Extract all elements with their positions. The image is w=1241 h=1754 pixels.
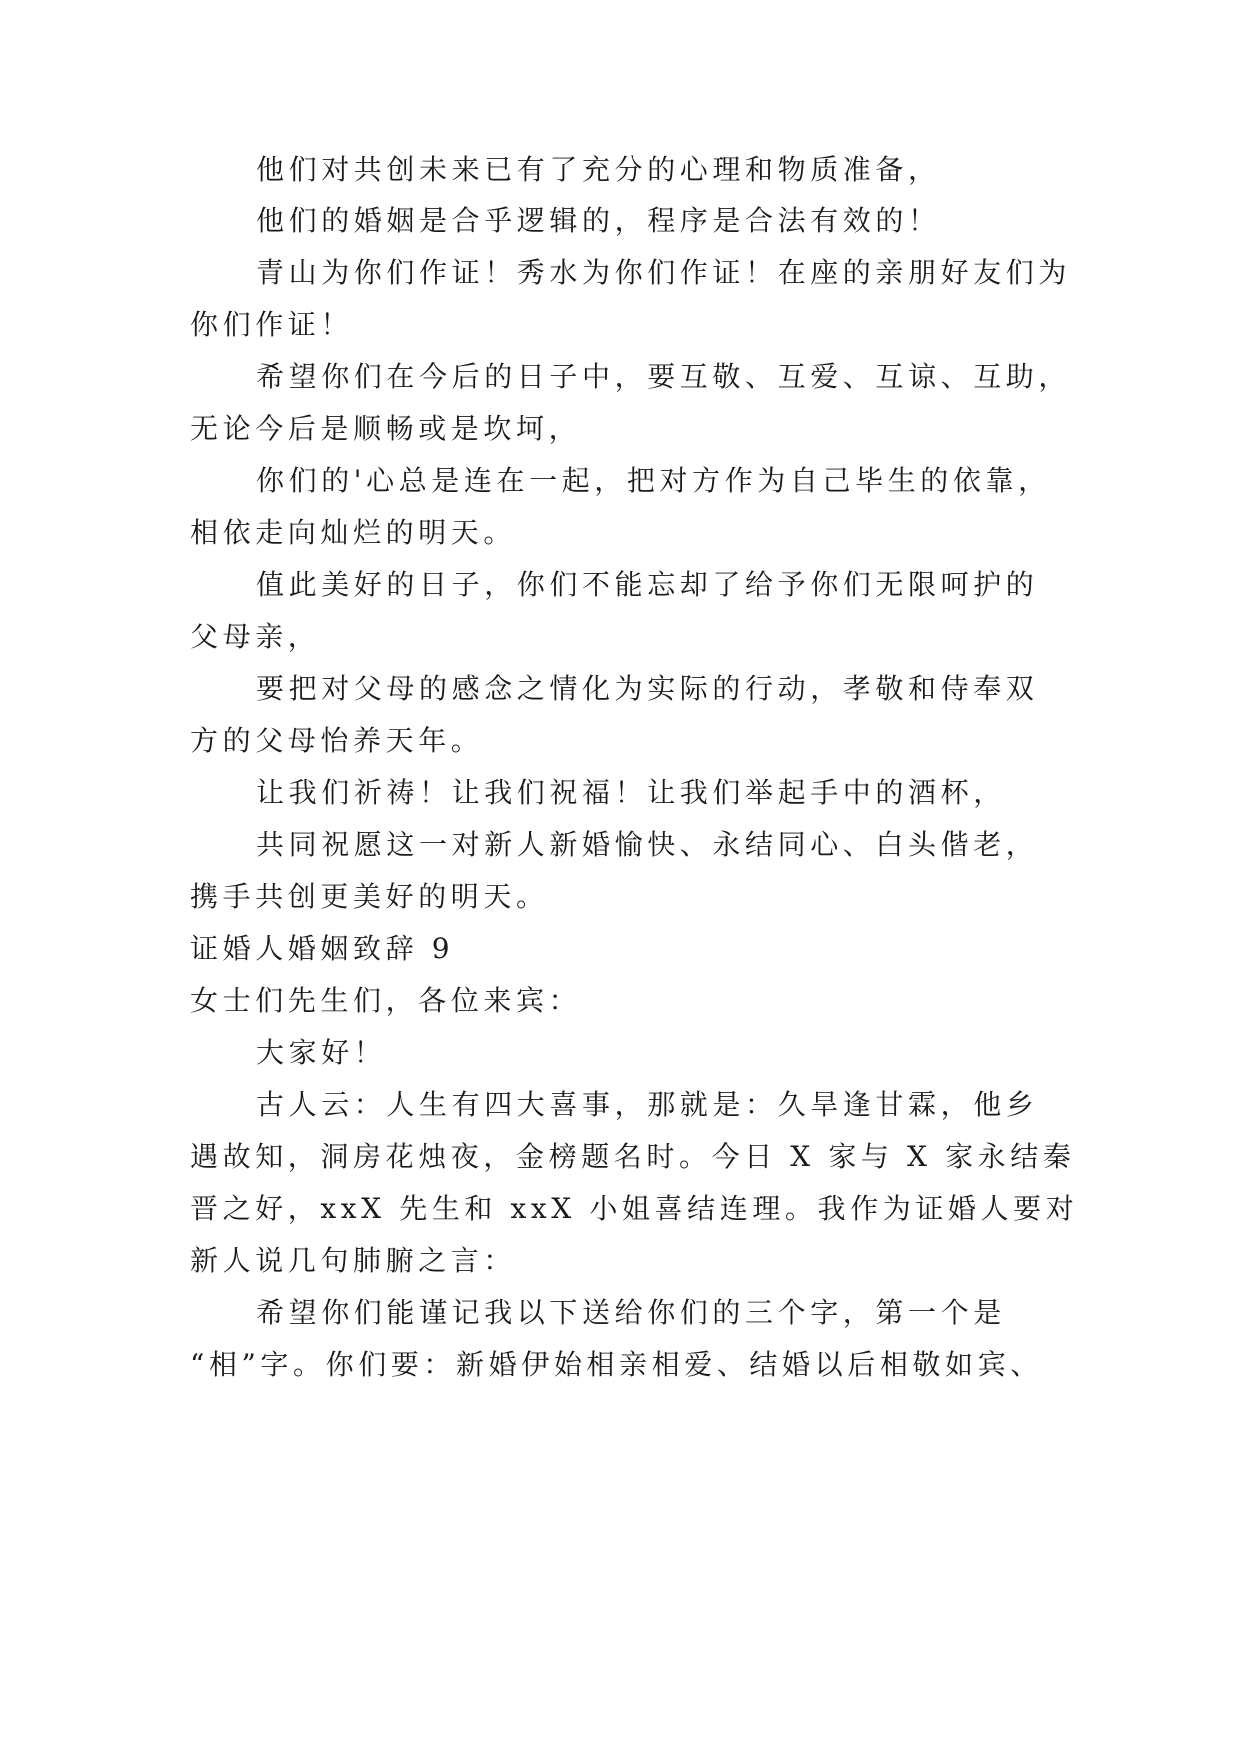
text-line: 携手共创更美好的明天。 (190, 880, 549, 913)
text-line: 方的父母怡养天年。 (190, 724, 484, 757)
section-heading: 证婚人婚姻致辞 9 (190, 932, 455, 965)
text-line: 他们对共创未来已有了充分的心理和物质准备， (256, 153, 941, 186)
text-line: 大家好！ (256, 1036, 387, 1069)
text-line: “相”字。你们要：新婚伊始相亲相爱、结婚以后相敬如宾、 (190, 1348, 1043, 1381)
text-line: 女士们先生们，各位来宾： (190, 984, 582, 1017)
text-line: 你们作证！ (190, 308, 354, 341)
text-line: 值此美好的日子，你们不能忘却了给予你们无限呵护的 (256, 568, 1039, 601)
text-line: 相依走向灿烂的明天。 (190, 516, 517, 549)
text-line: 父母亲， (190, 620, 321, 653)
text-line: 你们的'心总是连在一起，把对方作为自己毕生的依靠， (256, 464, 1051, 497)
text-line: 青山为你们作证！秀水为你们作证！在座的亲朋好友们为 (256, 256, 1072, 289)
text-line: 希望你们在今后的日子中，要互敬、互爱、互谅、互助， (256, 360, 1072, 393)
text-line: 让我们祈祷！让我们祝福！让我们举起手中的酒杯， (256, 776, 1006, 809)
text-line: 希望你们能谨记我以下送给你们的三个字，第一个是 (256, 1296, 1006, 1329)
text-line: 要把对父母的感念之情化为实际的行动，孝敬和侍奉双 (256, 672, 1039, 705)
text-line: 他们的婚姻是合乎逻辑的，程序是合法有效的！ (256, 204, 941, 237)
text-line: 遇故知，洞房花烛夜，金榜题名时。今日 X 家与 X 家永结秦 (190, 1140, 1076, 1173)
text-line: 新人说几句肺腑之言： (190, 1244, 517, 1277)
text-line: 共同祝愿这一对新人新婚愉快、永结同心、白头偕老， (256, 828, 1039, 861)
text-line: 无论今后是顺畅或是坎坷， (190, 412, 582, 445)
text-line: 晋之好，xxX 先生和 xxX 小姐喜结连理。我作为证婚人要对 (190, 1192, 1079, 1225)
text-line: 古人云：人生有四大喜事，那就是：久旱逢甘霖，他乡 (256, 1088, 1039, 1121)
